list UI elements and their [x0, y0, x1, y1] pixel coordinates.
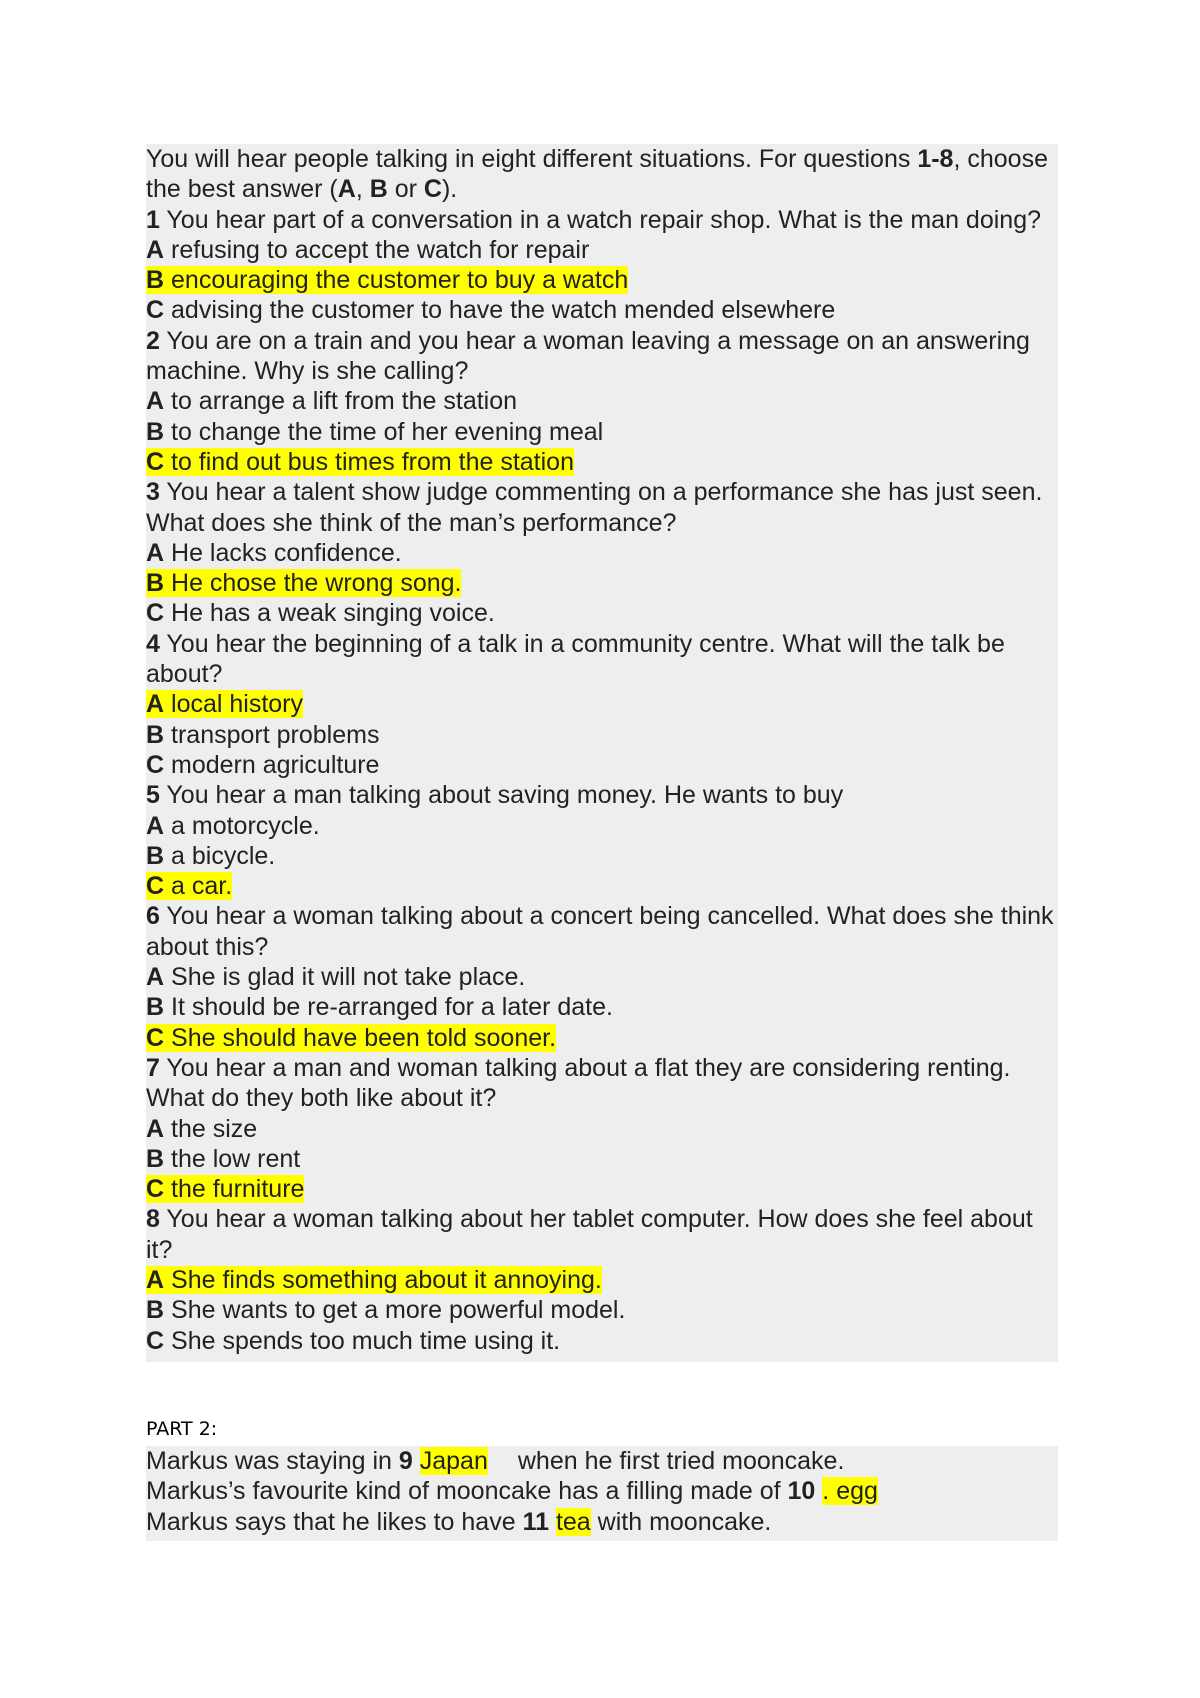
option-6c: C She should have been told sooner. [146, 1023, 557, 1052]
option-8c: C She spends too much time using it. [146, 1326, 561, 1355]
option-2c: C to find out bus times from the station [146, 447, 574, 476]
option-5c: C a car. [146, 872, 233, 901]
gap-sentence-11: Markus says that he likes to have 11 tea with mooncake. [146, 1507, 772, 1536]
option-3b: B He chose the wrong song. [146, 569, 462, 598]
option-8b: B She wants to get a more powerful model. [146, 1296, 626, 1325]
answer-9: Japan [419, 1447, 488, 1475]
question-8: 8 You hear a woman talking about her tablet computer. How does she feel about it? [146, 1205, 1033, 1264]
question-2: 2 You are on a train and you hear a woman leaving a message on an answering machine. Why is she calling? [146, 326, 1030, 386]
option-3c: C He has a weak singing voice. [146, 599, 495, 628]
part2-heading: PART 2: [146, 1418, 218, 1440]
option-7a: A the size [146, 1114, 258, 1143]
option-4c: C modern agriculture [146, 750, 380, 779]
option-6a: A She is glad it will not take place. [146, 963, 526, 992]
option-5b: B a bicycle. [146, 841, 276, 870]
option-1c: C advising the customer to have the watch mended elsewhere [146, 296, 836, 325]
answer-10: . egg [822, 1477, 878, 1506]
part1-block [146, 144, 1058, 1362]
option-2b: B to change the time of her evening meal [146, 417, 604, 446]
part1-instructions: You will hear people talking in eight different situations. For questions 1-8, choose the best answer (A, B or C). [146, 145, 1048, 204]
option-7c: C the furniture [146, 1175, 305, 1204]
gap-sentence-10: Markus’s favourite kind of mooncake has a filling made of 10 . egg [146, 1477, 878, 1506]
option-2a: A to arrange a lift from the station [146, 387, 518, 416]
question-7: 7 You hear a man and woman talking about a flat they are considering renting. What do they both like about it? [146, 1053, 1011, 1113]
option-4a: A local history [146, 690, 304, 719]
option-8a: A She finds something about it annoying. [146, 1265, 602, 1294]
question-3: 3 You hear a talent show judge commenting on a performance she has just seen. What does she think of the man’s performance? [146, 478, 1043, 537]
question-6: 6 You hear a woman talking about a concert being cancelled. What does she think about this? [146, 902, 1054, 961]
question-5: 5 You hear a man talking about saving money. He wants to buy [146, 781, 844, 810]
gap-sentence-9: Markus was staying in 9 Japan when he first tried mooncake. [146, 1447, 845, 1475]
option-4b: B transport problems [146, 720, 380, 749]
option-7b: B the low rent [146, 1144, 301, 1173]
question-1: 1 You hear part of a conversation in a watch repair shop. What is the man doing? [146, 205, 1042, 234]
answer-11: tea [555, 1507, 591, 1536]
option-6b: B It should be re-arranged for a later date. [146, 993, 613, 1022]
question-4: 4 You hear the beginning of a talk in a community centre. What will the talk be about? [146, 629, 1005, 689]
option-5a: A a motorcycle. [146, 811, 320, 840]
part2-block [146, 1446, 1058, 1541]
option-3a: A He lacks confidence. [146, 538, 402, 567]
option-1b: B encouraging the customer to buy a watch [146, 266, 629, 295]
option-1a: A refusing to accept the watch for repair [146, 235, 590, 264]
